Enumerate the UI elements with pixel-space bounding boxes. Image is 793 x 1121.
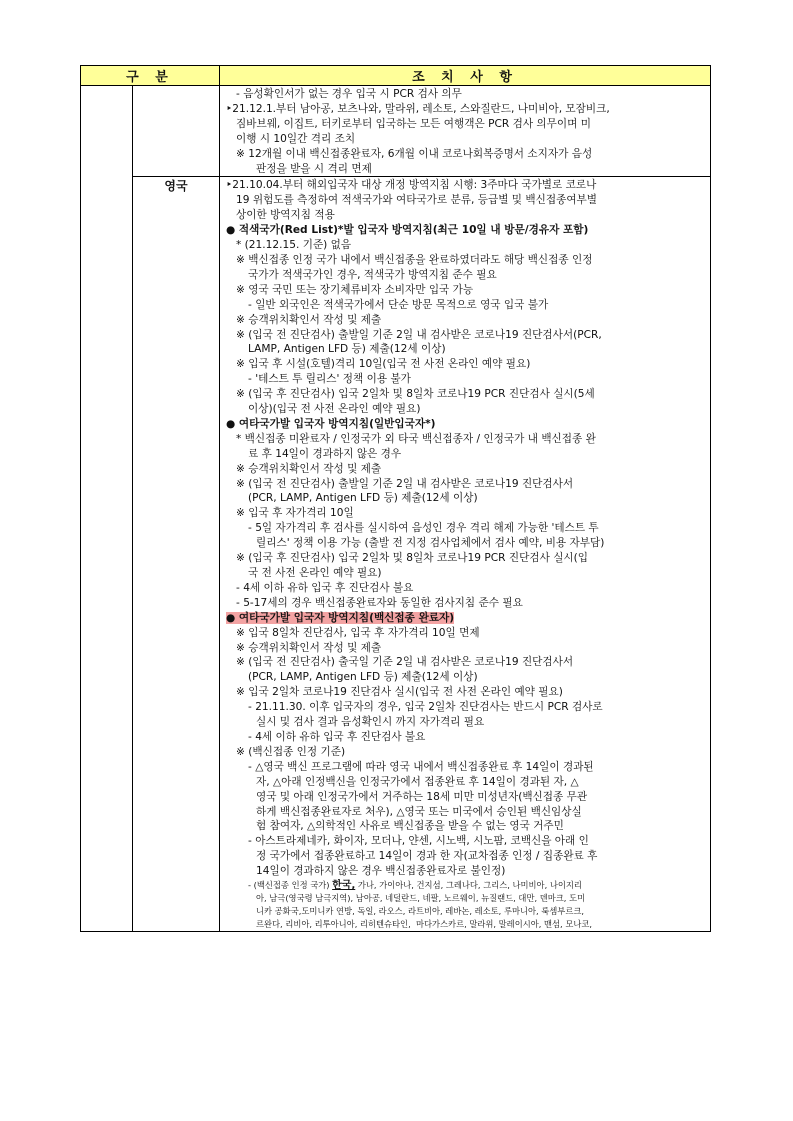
measures-table (80, 65, 711, 932)
region-cell (81, 86, 133, 932)
text-line: 국가가 적색국가인 경우, 적색국가 방역지침 준수 필요 (248, 268, 497, 281)
text-line: 험 참여자, △의학적인 사유로 백신접종을 받을 수 없는 영국 거주민 (256, 820, 564, 833)
text-line: 판정을 받을 시 격리 면제 (256, 162, 372, 175)
korea-emphasis: 한국, (332, 880, 356, 892)
text-line: ※ 입국 8일차 진단검사, 입국 후 자가격리 10일 면제 (236, 626, 480, 639)
text-line: ※ (입국 전 진단검사) 출국일 기준 2일 내 검사받은 코로나19 진단검사서 (236, 656, 574, 669)
text-line: ※ (입국 후 진단검사) 입국 2일차 및 8일차 코로나19 PCR 진단검사 실시(입 (236, 552, 589, 565)
text-line: 하게 백신접종완료자로 처우), △영국 또는 미국에서 승인된 백신임상실 (256, 805, 582, 818)
text-line: 이행 시 10일간 격리 조치 (236, 132, 356, 145)
text-line: ※ 백신접종 인정 국가 내에서 백신접종을 완료하였더라도 해당 백신접종 인정 (236, 253, 593, 266)
text-line: ※ 승객위치확인서 작성 및 제출 (236, 462, 382, 475)
text-line: 료 후 14일이 경과하지 않은 경우 (248, 447, 402, 460)
text-line: 정 국가에서 접종완료하고 14일이 경과 한 자(교차접종 인정 / 집종완료 후 (256, 850, 598, 863)
text-line: 릴리스' 정책 이용 가능 (출발 전 지정 검사업체에서 검사 예약, 비용 자부담) (256, 537, 605, 550)
text-line: 이상)(입국 전 사전 온라인 예약 필요) (248, 403, 421, 416)
text-line: - 4세 이하 유하 입국 후 진단검사 불요 (236, 581, 414, 594)
text-line: 영국 및 아래 인정국가에서 거주하는 18세 미만 미성년자(백신접종 무관 (256, 790, 588, 803)
text-line: ※ 입국 2일차 코로나19 진단검사 실시(입국 전 사전 온라인 예약 필요) (236, 686, 563, 699)
text-line: ‣21.12.1.부터 남아공, 보츠나와, 말라위, 레소토, 스와질란드, 나미비아, 모잠비크, (226, 102, 610, 115)
text-line: - 5일 자가격리 후 검사를 실시하여 음성인 경우 격리 해제 가능한 '테스트 투 (248, 522, 599, 535)
text-line-small: 르완다, 리비아, 리투아니아, 리히텐슈타인, 마다가스카르, 말라위, 말레이시아, 맨섬, 모나코, (256, 919, 593, 930)
measures-cell-previous (220, 86, 711, 177)
header-measures: 조 치 사 항 (220, 66, 711, 86)
table-row (81, 177, 711, 932)
text-line: ‣21.10.04.부터 해외입국자 대상 개정 방역지침 시행: 3주마다 국가별로 코로나 (226, 179, 597, 192)
text-line: ※ 입국 후 시설(호텔)격리 10일(입국 전 사전 온라인 예약 필요) (236, 358, 531, 371)
text-line-small: 니카 공화국,도미니카 연방, 독일, 라오스, 라트비아, 레바논, 레소토, 루마니아, 룩셈부르크, (256, 906, 584, 917)
text-line: 국 전 사전 온라인 예약 필요) (248, 567, 382, 579)
text-line: ※ (입국 전 진단검사) 출발일 기준 2일 내 검사받은 코로나19 진단검사서 (236, 477, 574, 490)
text-line: (PCR, LAMP, Antigen LFD 등) 제출(12세 이상) (248, 492, 478, 505)
text-line: - '테스트 투 릴리스' 정책 이용 불가 (248, 373, 411, 386)
text-line: * (21.12.15. 기준) 없음 (236, 239, 352, 252)
text-line: ※ (입국 전 진단검사) 출발일 기준 2일 내 검사받은 코로나19 진단검사서(PCR, (236, 328, 602, 341)
highlight: ● 여타국가발 입국자 방역지침(백신접종 완료자) (226, 611, 455, 624)
text-line: (PCR, LAMP, Antigen LFD 등) 제출(12세 이상) (248, 671, 478, 684)
text-line: - 일반 외국인은 적색국가에서 단순 방문 목적으로 영국 입국 불가 (248, 298, 549, 311)
country-cell: 영국 (133, 177, 220, 932)
text-line: ※ 12개월 이내 백신접종완료자, 6개월 이내 코로나회복증명서 소지자가 음성 (236, 147, 593, 160)
text-line: 자, △아래 인정백신을 인정국가에서 접종완료 후 14일이 경과된 자, △ (256, 775, 579, 788)
text-line: - 21.11.30. 이후 입국자의 경우, 입국 2일차 진단검사는 반드시 PCR 검사로 (248, 701, 603, 714)
text-line: ※ 승객위치확인서 작성 및 제출 (236, 641, 382, 654)
text-line: - △영국 백신 프로그램에 따라 영국 내에서 백신접종완료 후 14일이 경과된 (248, 760, 594, 773)
country-list-text: 가나, 가이아나, 건지섬, 그레나다, 그리스, 나미비아, 나이지리 (355, 880, 582, 891)
text-line-small (226, 879, 706, 892)
section-heading-highlighted (226, 611, 706, 626)
text-line: ※ 승객위치확인서 작성 및 제출 (236, 313, 382, 326)
text-line: ※ (입국 후 진단검사) 입국 2일차 및 8일차 코로나19 PCR 진단검사 실시(5세 (236, 388, 595, 401)
country-cell-previous (133, 86, 220, 177)
text-line: * 백신접종 미완료자 / 인정국가 외 타국 백신접종자 / 인정국가 내 백신접종 완 (236, 432, 596, 445)
text-line: 14일이 경과하지 않은 경우 백신접종완료자로 불인정) (256, 865, 506, 878)
text-line: 19 위험도를 측정하여 적색국가와 여타국가로 분류, 등급별 및 백신접종여부별 (236, 194, 598, 207)
country-list-label: - (백신접종 인정 국가) (248, 880, 333, 891)
text-line: - 5-17세의 경우 백신접종완료자와 동일한 검사지침 준수 필요 (236, 596, 523, 609)
table-row (81, 86, 711, 177)
text-line: ※ (백신접종 인정 기준) (236, 745, 346, 758)
measures-cell (220, 177, 711, 932)
section-heading: ● 적색국가(Red List)*발 입국자 방역지침(최근 10일 내 방문/경유자 포함) (226, 224, 589, 237)
text-line: 짐바브웨, 이집트, 터키로부터 입국하는 모든 여행객은 PCR 검사 의무이며 미 (236, 117, 591, 130)
text-line: - 음성확인서가 없는 경우 입국 시 PCR 검사 의무 (236, 88, 462, 100)
section-heading: ● 여타국가발 입국자 방역지침(일반입국자*) (226, 417, 436, 430)
text-line: 상이한 방역지침 적용 (236, 209, 335, 222)
text-line: ※ 입국 후 자가격리 10일 (236, 507, 354, 520)
text-line: LAMP, Antigen LFD 등) 제출(12세 이상) (248, 343, 446, 356)
text-line: 실시 및 검사 결과 음성확인시 까지 자가격리 필요 (256, 716, 485, 729)
text-line: - 아스트라제네카, 화이자, 모더나, 얀센, 시노백, 시노팜, 코백신을 아래 인 (248, 835, 589, 848)
header-category: 구 분 (81, 66, 220, 86)
text-line: - 4세 이하 유하 입국 후 진단검사 불요 (248, 730, 426, 743)
text-line-small: 아, 남극(영국령 남극지역), 남아공, 네덜란드, 네팔, 노르웨이, 뉴질랜드, 대만, 덴마크, 도미 (256, 893, 586, 904)
table-header-row (81, 66, 711, 86)
text-line: ※ 영국 국민 또는 장기체류비자 소비자만 입국 가능 (236, 283, 474, 296)
